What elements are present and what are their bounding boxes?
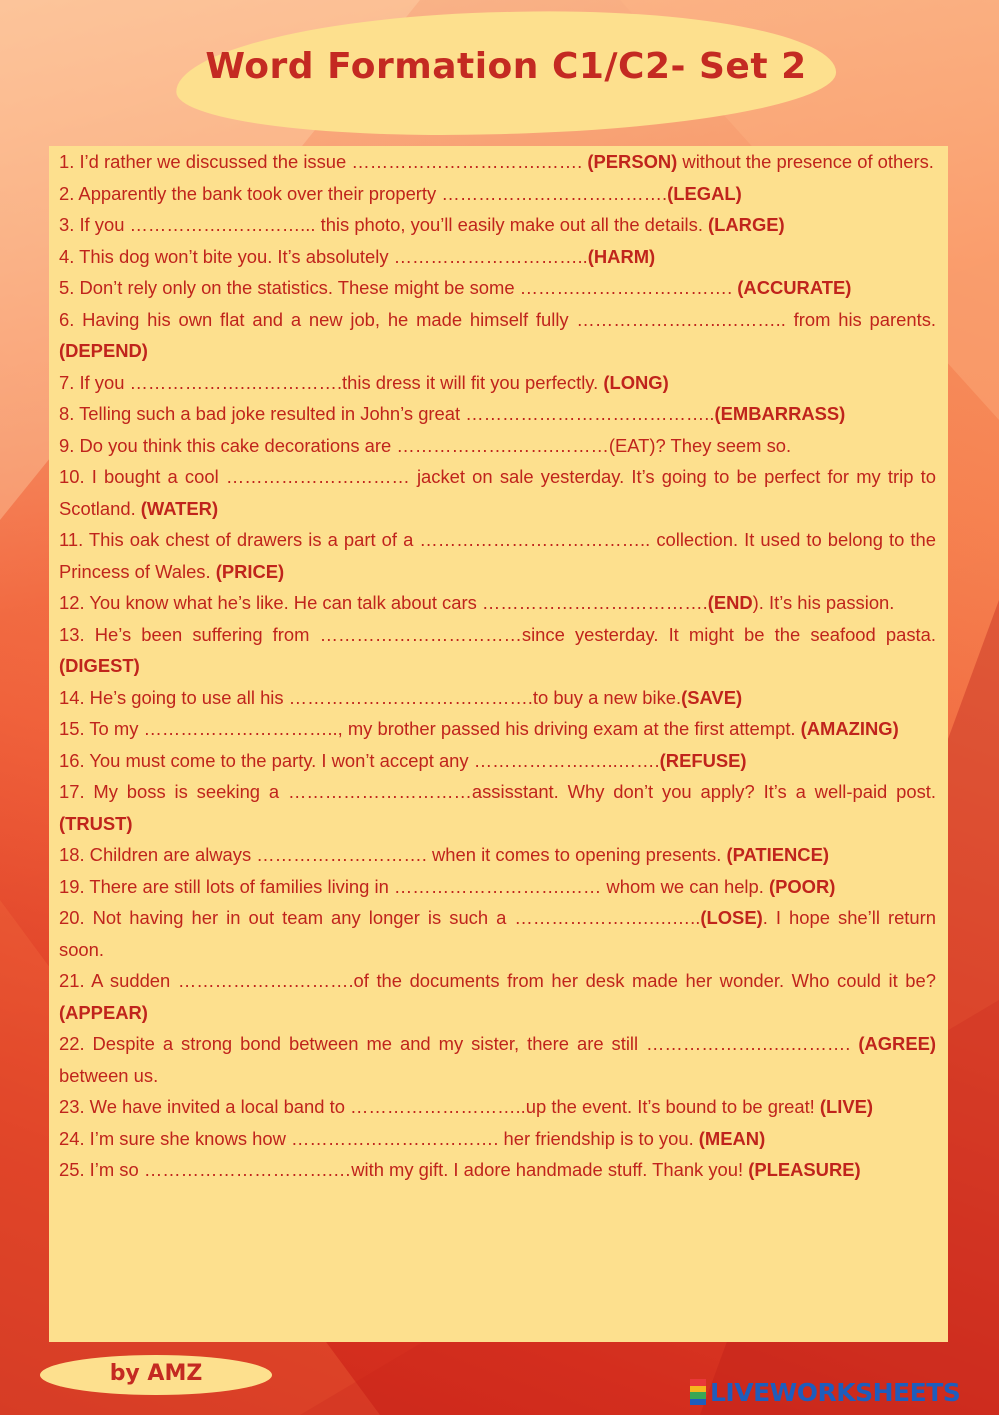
exercise-item	[59, 965, 936, 1028]
exercise-list	[59, 146, 936, 1186]
exercise-text: 9. Do you think this cake decorations are ……………….…….………(EAT)? They seem so.	[59, 434, 792, 456]
exercise-item	[59, 902, 936, 965]
exercise-keyword: (AMAZING)	[800, 718, 899, 739]
exercise-text-tail: . I hope she’ll return soon.	[59, 907, 936, 960]
exercise-text: 16. You must come to the party. I won’t accept any ……………….…..…….	[59, 749, 660, 771]
exercise-item	[59, 1123, 936, 1155]
exercise-keyword: (ACCURATE)	[737, 277, 852, 298]
exercise-keyword: (POOR)	[768, 875, 836, 897]
exercise-keyword: (WATER)	[140, 497, 219, 519]
exercise-item	[59, 682, 936, 714]
exercise-keyword: (LIVE)	[819, 1096, 874, 1117]
exercise-item	[59, 587, 936, 619]
exercise-keyword: (PRICE)	[215, 560, 285, 582]
exercise-item	[59, 524, 936, 587]
brand-name: LIVEWORKSHEETS	[710, 1377, 961, 1407]
exercise-keyword: (LEGAL)	[667, 182, 742, 204]
exercise-item	[59, 241, 936, 273]
exercise-text-tail: ). It’s his passion.	[752, 592, 895, 613]
page-title: Word Formation C1/C2- Set 2	[205, 46, 807, 87]
exercise-text: 22. Despite a strong bond between me and my sister, there are still ……………….…..……….	[59, 1033, 859, 1054]
exercise-text: 11. This oak chest of drawers is a part of a ……………………………….. collection. It used to belong to the Princess of Wales.	[59, 529, 936, 582]
exercise-item	[59, 146, 936, 178]
exercise-item	[59, 367, 936, 399]
exercise-keyword: (HARM)	[587, 245, 656, 267]
exercise-text-tail: without the presence of others.	[677, 151, 934, 172]
exercise-keyword: (LARGE)	[708, 214, 785, 235]
exercise-text: 6. Having his own flat and a new job, he made himself fully ……………….…..……….. from his parents.	[59, 308, 936, 330]
exercise-item	[59, 776, 936, 839]
exercise-keyword: (LONG)	[603, 371, 669, 393]
exercise-keyword: (DIGEST)	[59, 655, 140, 676]
exercise-item	[59, 871, 936, 903]
exercise-keyword: (EMBARRASS)	[714, 403, 846, 424]
exercise-text-tail: between us.	[59, 1064, 159, 1086]
exercise-item	[59, 1091, 936, 1123]
exercise-item	[59, 1154, 936, 1186]
exercise-text: 10. I bought a cool ………………………… jacket on sale yesterday. It’s going to be perfect for my trip to Scotland.	[59, 466, 936, 519]
liveworksheets-logo-icon	[690, 1379, 706, 1405]
exercise-text: 8. Telling such a bad joke resulted in John’s great …………………………………..	[59, 403, 715, 424]
exercise-text: 18. Children are always ………………………. when it comes to opening presents.	[59, 844, 727, 865]
exercise-keyword: (PERSON)	[587, 151, 678, 172]
exercise-item	[59, 430, 936, 462]
exercise-panel	[49, 146, 948, 1342]
exercise-text: 7. If you ……………….…………….this dress it will fit you perfectly.	[59, 371, 604, 393]
exercise-keyword: (END	[707, 592, 753, 613]
exercise-item	[59, 209, 936, 241]
exercise-keyword: (PLEASURE)	[748, 1159, 861, 1180]
exercise-text: 12. You know what he’s like. He can talk about cars ……………………………….	[59, 592, 708, 613]
exercise-keyword: (PATIENCE)	[726, 844, 829, 865]
exercise-text: 4. This dog won’t bite you. It’s absolutely …………………………..	[59, 245, 588, 267]
exercise-keyword: (REFUSE)	[659, 749, 747, 771]
exercise-text: 14. He’s going to use all his ………………………………….to buy a new bike.	[59, 686, 682, 708]
exercise-item	[59, 839, 936, 871]
exercise-text: 23. We have invited a local band to ………………………..up the event. It’s bound to be great!	[59, 1096, 820, 1117]
exercise-text: 20. Not having her in out team any longer is such a ………………….….…..	[59, 907, 701, 928]
exercise-keyword: (AGREE)	[858, 1033, 936, 1054]
exercise-item	[59, 1028, 936, 1091]
exercise-keyword: (SAVE)	[681, 686, 743, 708]
exercise-item	[59, 272, 936, 304]
exercise-text: 24. I’m sure she knows how ……………………………. her friendship is to you.	[59, 1127, 699, 1149]
exercise-keyword: (TRUST)	[59, 812, 133, 834]
exercise-keyword: (APPEAR)	[59, 1001, 148, 1023]
author-signature: by AMZ	[109, 1361, 203, 1386]
exercise-text: 1. I’d rather we discussed the issue ………………………….…….	[59, 151, 588, 172]
exercise-text: 13. He’s been suffering from ……………………………since yesterday. It might be the seafood pasta.	[59, 623, 936, 645]
exercise-item	[59, 461, 936, 524]
exercise-item	[59, 713, 936, 745]
exercise-item	[59, 745, 936, 777]
exercise-text: 21. A sudden ……………….……….of the documents from her desk made her wonder. Who could it be?	[59, 970, 936, 991]
exercise-text: 25. I’m so ………………………….…with my gift. I adore handmade stuff. Thank you!	[59, 1159, 749, 1180]
exercise-keyword: (MEAN)	[698, 1127, 766, 1149]
exercise-text: 17. My boss is seeking a …………………………assisstant. Why don’t you apply? It’s a well-paid post.	[59, 781, 936, 802]
exercise-keyword: (LOSE)	[700, 907, 763, 928]
exercise-text: 19. There are still lots of families living in ……………………….…… whom we can help.	[59, 875, 769, 897]
exercise-item	[59, 398, 936, 430]
exercise-item	[59, 178, 936, 210]
exercise-text: 5. Don’t rely only on the statistics. These might be some ……….…………………….	[59, 277, 738, 298]
exercise-item	[59, 304, 936, 367]
exercise-text: 2. Apparently the bank took over their property ……………………………….	[59, 182, 668, 204]
brand-logo	[690, 1377, 960, 1407]
exercise-keyword: (DEPEND)	[59, 340, 148, 361]
exercise-text: 3. If you …………….…………... this photo, you’ll easily make out all the details.	[59, 214, 709, 235]
exercise-item	[59, 619, 936, 682]
exercise-text: 15. To my ………………………….., my brother passed his driving exam at the first attempt.	[59, 718, 801, 739]
